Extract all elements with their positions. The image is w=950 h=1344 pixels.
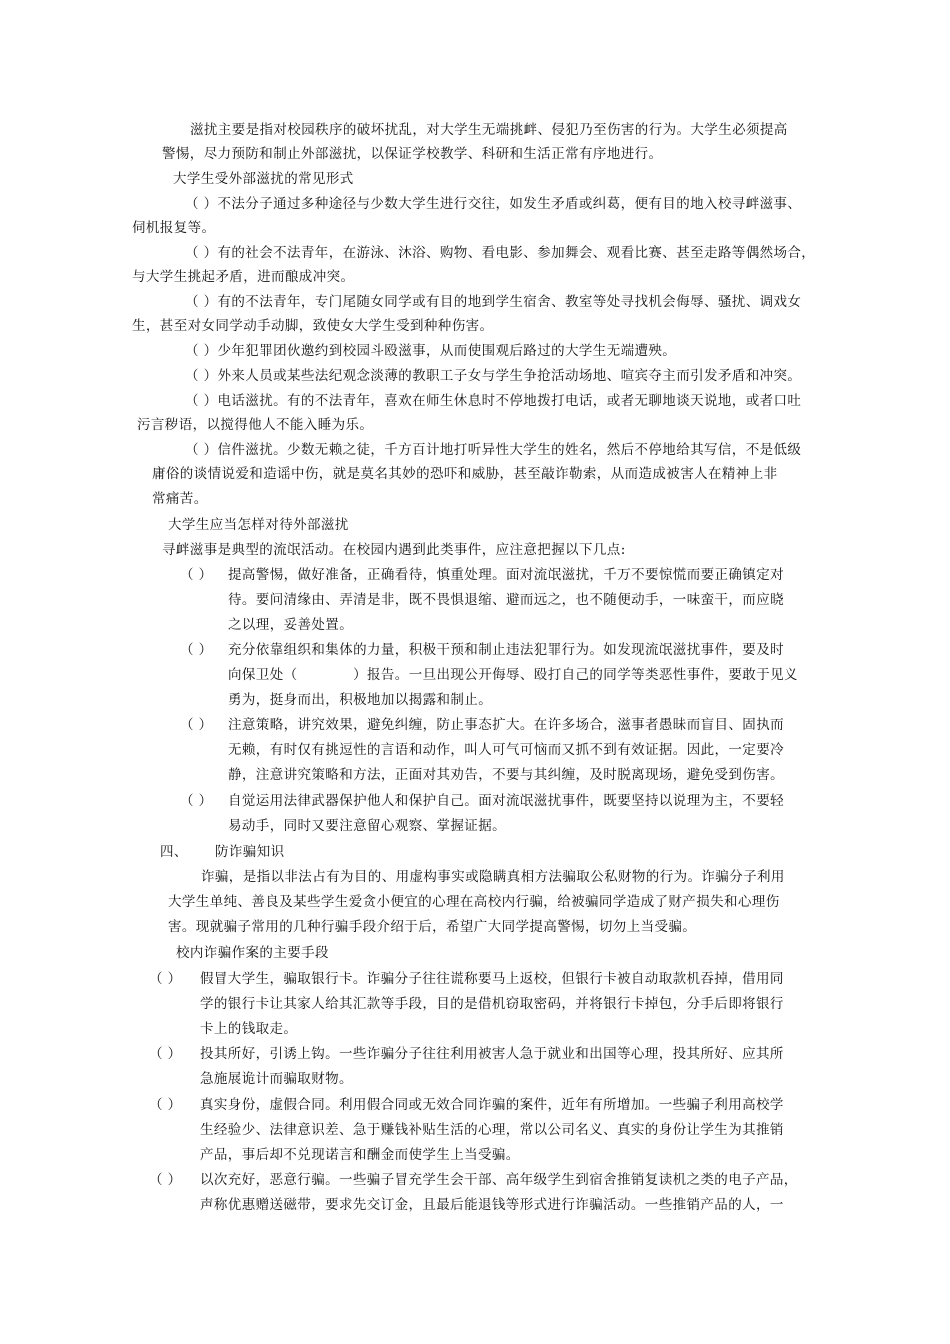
- means-4-marker: （ ）: [149, 1172, 182, 1188]
- point-1-line-3: 之以理，妥善处置。: [228, 617, 354, 633]
- fraud-intro-line-2: 大学生单纯、善良及某些学生爱贪小便宜的心理在高校内行骗，给被骗同学造成了财产损失和心理伤: [168, 894, 780, 910]
- form-item-6: （ ）电话滋扰。有的不法青年，喜欢在师生休息时不停地拨打电话，或者无聊地谈天说地，或者口吐: [185, 393, 802, 409]
- section-4-number: 四、: [160, 844, 188, 860]
- fraud-intro-line-3: 害。现就骗子常用的几种行骗手段介绍于后，希望广大同学提高警惕，切勿上当受骗。: [168, 919, 697, 935]
- point-1-line-2: 待。要问清缘由、弄清是非，既不畏惧退缩、避而远之，也不随便动手，一味蛮干，而应晓: [228, 592, 784, 608]
- means-3-marker: （ ）: [149, 1097, 182, 1113]
- form-item-5: （ ）外来人员或某些法纪观念淡薄的教职工子女与学生争抢活动场地、喧宾夺主而引发矛盾和冲突。: [185, 368, 802, 384]
- means-2-marker: （ ）: [149, 1046, 182, 1062]
- means-1-line-3: 卡上的钱取走。: [200, 1021, 298, 1037]
- form-item-7: （ ）信件滋扰。少数无赖之徒，千方百计地打听异性大学生的姓名，然后不停地给其写信，不是低级: [185, 442, 802, 458]
- form-item-1: （ ）不法分子通过多种途径与少数大学生进行交往，如发生矛盾或纠葛，便有目的地入校寻衅滋事、: [185, 196, 802, 212]
- point-3-line-1: 注意策略，讲究效果，避免纠缠，防止事态扩大。在许多场合，滋事者愚昧而盲目、固执而: [228, 717, 784, 733]
- form-item-7-cont-1: 庸俗的谈情说爱和造谣中伤，就是莫名其妙的恐吓和威胁，甚至敲诈勒索，从而造成被害人在精神上非: [152, 466, 778, 482]
- intro-line-1: 滋扰主要是指对校园秩序的破坏扰乱，对大学生无端挑衅、侵犯乃至伤害的行为。大学生必须提高: [190, 122, 788, 138]
- means-3-line-1: 真实身份，虚假合同。利用假合同或无效合同诈骗的案件，近年有所增加。一些骗子利用高校学: [200, 1097, 784, 1113]
- heading-disturbance-forms: 大学生受外部滋扰的常见形式: [173, 171, 354, 187]
- form-item-2-cont: 与大学生挑起矛盾，进而酿成冲突。: [132, 269, 355, 285]
- point-1-line-1: 提高警惕，做好准备，正确看待，慎重处理。面对流氓滋扰，千万不要惊慌而要正确镇定对: [228, 567, 784, 583]
- point-1-marker: （ ）: [180, 567, 213, 583]
- point-3-marker: （ ）: [180, 717, 213, 733]
- means-4-line-2: 声称优惠赠送磁带，要求先交订金，且最后能退钱等形式进行诈骗活动。一些推销产品的人，一: [200, 1197, 784, 1213]
- form-item-1-cont: 伺机报复等。: [132, 220, 216, 236]
- intro-line-2: 警惕，尽力预防和制止外部滋扰，以保证学校教学、科研和生活正常有序地进行。: [162, 146, 663, 162]
- point-2-marker: （ ）: [180, 642, 213, 658]
- point-2-line-1: 充分依靠组织和集体的力量，积极干预和制止违法犯罪行为。如发现流氓滋扰事件，要及时: [228, 642, 784, 658]
- means-3-line-3: 产品，事后却不兑现诺言和酬金而使学生上当受骗。: [200, 1147, 520, 1163]
- point-2-line-3: 勇为，挺身而出，积极地加以揭露和制止。: [228, 692, 493, 708]
- response-lead: 寻衅滋事是典型的流氓活动。在校园内遇到此类事件，应注意把握以下几点:: [162, 542, 626, 558]
- form-item-7-cont-2: 常痛苦。: [152, 491, 208, 507]
- means-1-marker: （ ）: [149, 971, 182, 987]
- point-4-line-2: 易动手，同时又要注意留心观察、掌握证据。: [228, 818, 506, 834]
- section-4-title: 防诈骗知识: [215, 844, 285, 860]
- form-item-2: （ ）有的社会不法青年，在游泳、沐浴、购物、看电影、参加舞会、观看比赛、甚至走路等偶然场合，: [185, 245, 816, 261]
- means-1-line-2: 学的银行卡让其家人给其汇款等手段，目的是借机窃取密码，并将银行卡掉包，分手后即将银行: [200, 996, 784, 1012]
- heading-fraud-means: 校内诈骗作案的主要手段: [176, 945, 329, 961]
- means-1-line-1: 假冒大学生，骗取银行卡。诈骗分子往往谎称要马上返校，但银行卡被自动取款机吞掉，借用同: [200, 971, 784, 987]
- form-item-4: （ ）少年犯罪团伙邀约到校园斗殴滋事，从而使围观后路过的大学生无端遭殃。: [185, 343, 677, 359]
- fraud-intro-line-1: 诈骗，是指以非法占有为目的、用虚构事实或隐瞒真相方法骗取公私财物的行为。诈骗分子利用: [201, 869, 785, 885]
- point-4-marker: （ ）: [180, 793, 213, 809]
- means-3-line-2: 生经验少、法律意识差、急于赚钱补贴生活的心理，常以公司名义、真实的身份让学生为其推销: [200, 1122, 784, 1138]
- form-item-3-cont: 生，甚至对女同学动手动脚，致使女大学生受到种种伤害。: [132, 318, 494, 334]
- means-2-line-2: 急施展诡计而骗取财物。: [200, 1071, 353, 1087]
- means-4-line-1: 以次充好，恶意行骗。一些骗子冒充学生会干部、高年级学生到宿舍推销复读机之类的电子产品，: [200, 1172, 798, 1188]
- means-2-line-1: 投其所好，引诱上钩。一些诈骗分子往往利用被害人急于就业和出国等心理，投其所好、应其所: [200, 1046, 784, 1062]
- point-3-line-2: 无赖，有时仅有挑逗性的言语和动作，叫人可气可恼而又抓不到有效证据。因此，一定要冷: [228, 742, 784, 758]
- heading-response: 大学生应当怎样对待外部滋扰: [168, 517, 349, 533]
- point-4-line-1: 自觉运用法律武器保护他人和保护自己。面对流氓滋扰事件，既要坚持以说理为主，不要轻: [228, 793, 784, 809]
- form-item-6-cont: 污言秽语，以搅得他人不能入睡为乐。: [137, 417, 374, 433]
- point-3-line-3: 静，注意讲究策略和方法，正面对其劝告，不要与其纠缠，及时脱离现场，避免受到伤害。: [228, 767, 784, 783]
- form-item-3: （ ）有的不法青年，专门尾随女同学或有目的地到学生宿舍、教室等处寻找机会侮辱、骚扰、调戏女: [185, 294, 802, 310]
- point-2-line-2: 向保卫处（ ）报告。一旦出现公开侮辱、殴打自己的同学等类恶性事件，要敢于见义: [228, 667, 798, 683]
